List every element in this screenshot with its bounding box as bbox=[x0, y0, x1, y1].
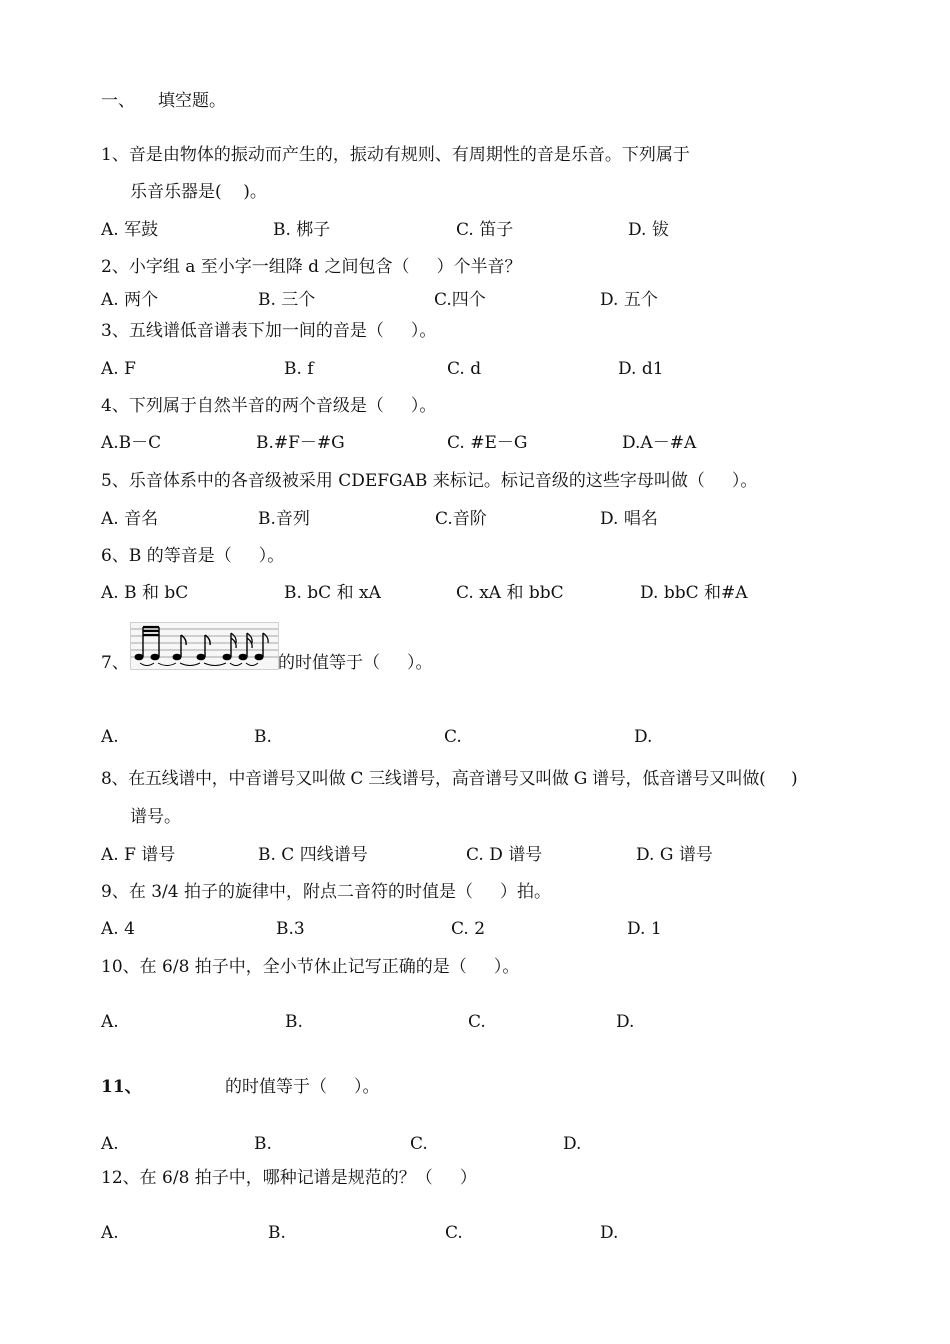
question-12-option-d: D. bbox=[600, 1223, 619, 1243]
question-10-option-a: A. bbox=[101, 1012, 119, 1032]
question-8-stem-line-2: 谱号。 bbox=[130, 807, 181, 827]
question-11-number: 11、 bbox=[101, 1077, 142, 1097]
question-11-stem: 的时值等于（ ）。 bbox=[225, 1077, 380, 1097]
question-10-option-c: C. bbox=[468, 1012, 486, 1032]
question-1-option-d: D. 钹 bbox=[628, 220, 669, 240]
question-11-option-a: A. bbox=[101, 1134, 119, 1154]
note-group-graphic bbox=[131, 623, 278, 669]
question-6-stem: 6、B 的等音是（ ）。 bbox=[101, 546, 285, 566]
question-4-option-b: B.#F－#G bbox=[256, 433, 345, 453]
question-2-option-c: C.四个 bbox=[434, 290, 486, 310]
question-5-stem: 5、乐音体系中的各音级被采用 CDEFGAB 来标记。标记音级的这些字母叫做（ ）。 bbox=[101, 471, 758, 491]
question-11-option-c: C. bbox=[410, 1134, 428, 1154]
question-10-option-b: B. bbox=[285, 1012, 303, 1032]
question-7-stem: 的时值等于（ ）。 bbox=[278, 653, 433, 673]
question-2-option-a: A. 两个 bbox=[101, 290, 159, 310]
question-1-option-b: B. 梆子 bbox=[273, 220, 331, 240]
question-7-option-a: A. bbox=[101, 727, 119, 747]
section-number: 一、 bbox=[101, 91, 135, 111]
question-7-option-b: B. bbox=[254, 727, 272, 747]
question-9-option-a: A. 4 bbox=[101, 919, 135, 939]
question-4-option-a: A.B－C bbox=[101, 433, 162, 453]
question-6-option-a: A. B 和 bC bbox=[101, 583, 189, 603]
question-7-option-d: D. bbox=[634, 727, 653, 747]
question-1-option-a: A. 军鼓 bbox=[101, 220, 159, 240]
question-5-option-a: A. 音名 bbox=[101, 509, 159, 529]
section-title: 填空题。 bbox=[158, 91, 226, 111]
question-12-option-a: A. bbox=[101, 1223, 119, 1243]
question-9-option-b: B.3 bbox=[276, 919, 305, 939]
question-6-option-c: C. xA 和 bbC bbox=[456, 583, 564, 603]
question-3-option-b: B. f bbox=[284, 359, 314, 379]
question-2-stem: 2、小字组 a 至小字一组降 d 之间包含（ ）个半音？ bbox=[101, 257, 522, 277]
question-11-option-d: D. bbox=[563, 1134, 582, 1154]
question-8-stem-line-1: 8、在五线谱中，中音谱号又叫做 C 三线谱号，高音谱号又叫做 G 谱号，低音谱号又叫做( ) bbox=[101, 769, 798, 789]
question-4-stem: 4、下列属于自然半音的两个音级是（ ）。 bbox=[101, 396, 437, 416]
question-8-option-c: C. D 谱号 bbox=[466, 845, 543, 865]
question-12-option-b: B. bbox=[268, 1223, 286, 1243]
question-6-option-d: D. bbC 和#A bbox=[640, 583, 748, 603]
question-4-option-c: C. #E－G bbox=[447, 433, 528, 453]
question-12-option-c: C. bbox=[445, 1223, 463, 1243]
question-8-option-d: D. G 谱号 bbox=[636, 845, 713, 865]
question-9-option-c: C. 2 bbox=[451, 919, 486, 939]
question-4-option-d: D.A－#A bbox=[622, 433, 697, 453]
question-11-option-b: B. bbox=[254, 1134, 272, 1154]
question-3-stem: 3、五线谱低音谱表下加一间的音是（ ）。 bbox=[101, 321, 437, 341]
question-5-option-b: B.音列 bbox=[258, 509, 310, 529]
question-10-option-d: D. bbox=[616, 1012, 635, 1032]
rhythm-notation-image bbox=[130, 622, 279, 670]
question-5-option-d: D. 唱名 bbox=[600, 509, 658, 529]
question-9-stem: 9、在 3/4 拍子的旋律中，附点二音符的时值是（ ）拍。 bbox=[101, 882, 552, 902]
question-10-stem: 10、在 6/8 拍子中，全小节休止记写正确的是（ ）。 bbox=[101, 957, 520, 977]
question-5-option-c: C.音阶 bbox=[435, 509, 487, 529]
question-1-option-c: C. 笛子 bbox=[456, 220, 514, 240]
question-3-option-a: A. F bbox=[101, 359, 136, 379]
question-2-option-d: D. 五个 bbox=[600, 290, 658, 310]
question-9-option-d: D. 1 bbox=[627, 919, 662, 939]
question-3-option-d: D. d1 bbox=[618, 359, 664, 379]
question-12-stem: 12、在 6/8 拍子中，哪种记谱是规范的？（ ） bbox=[101, 1168, 477, 1188]
question-8-option-b: B. C 四线谱号 bbox=[258, 845, 368, 865]
question-7-option-c: C. bbox=[444, 727, 462, 747]
question-3-option-c: C. d bbox=[447, 359, 482, 379]
question-6-option-b: B. bC 和 xA bbox=[284, 583, 381, 603]
question-2-option-b: B. 三个 bbox=[258, 290, 316, 310]
question-1-stem-line-1: 1、音是由物体的振动而产生的，振动有规则、有周期性的音是乐音。下列属于 bbox=[101, 145, 690, 165]
question-7-number: 7、 bbox=[101, 653, 129, 673]
question-1-stem-line-2: 乐音乐器是( )。 bbox=[130, 182, 267, 202]
question-8-option-a: A. F 谱号 bbox=[101, 845, 176, 865]
